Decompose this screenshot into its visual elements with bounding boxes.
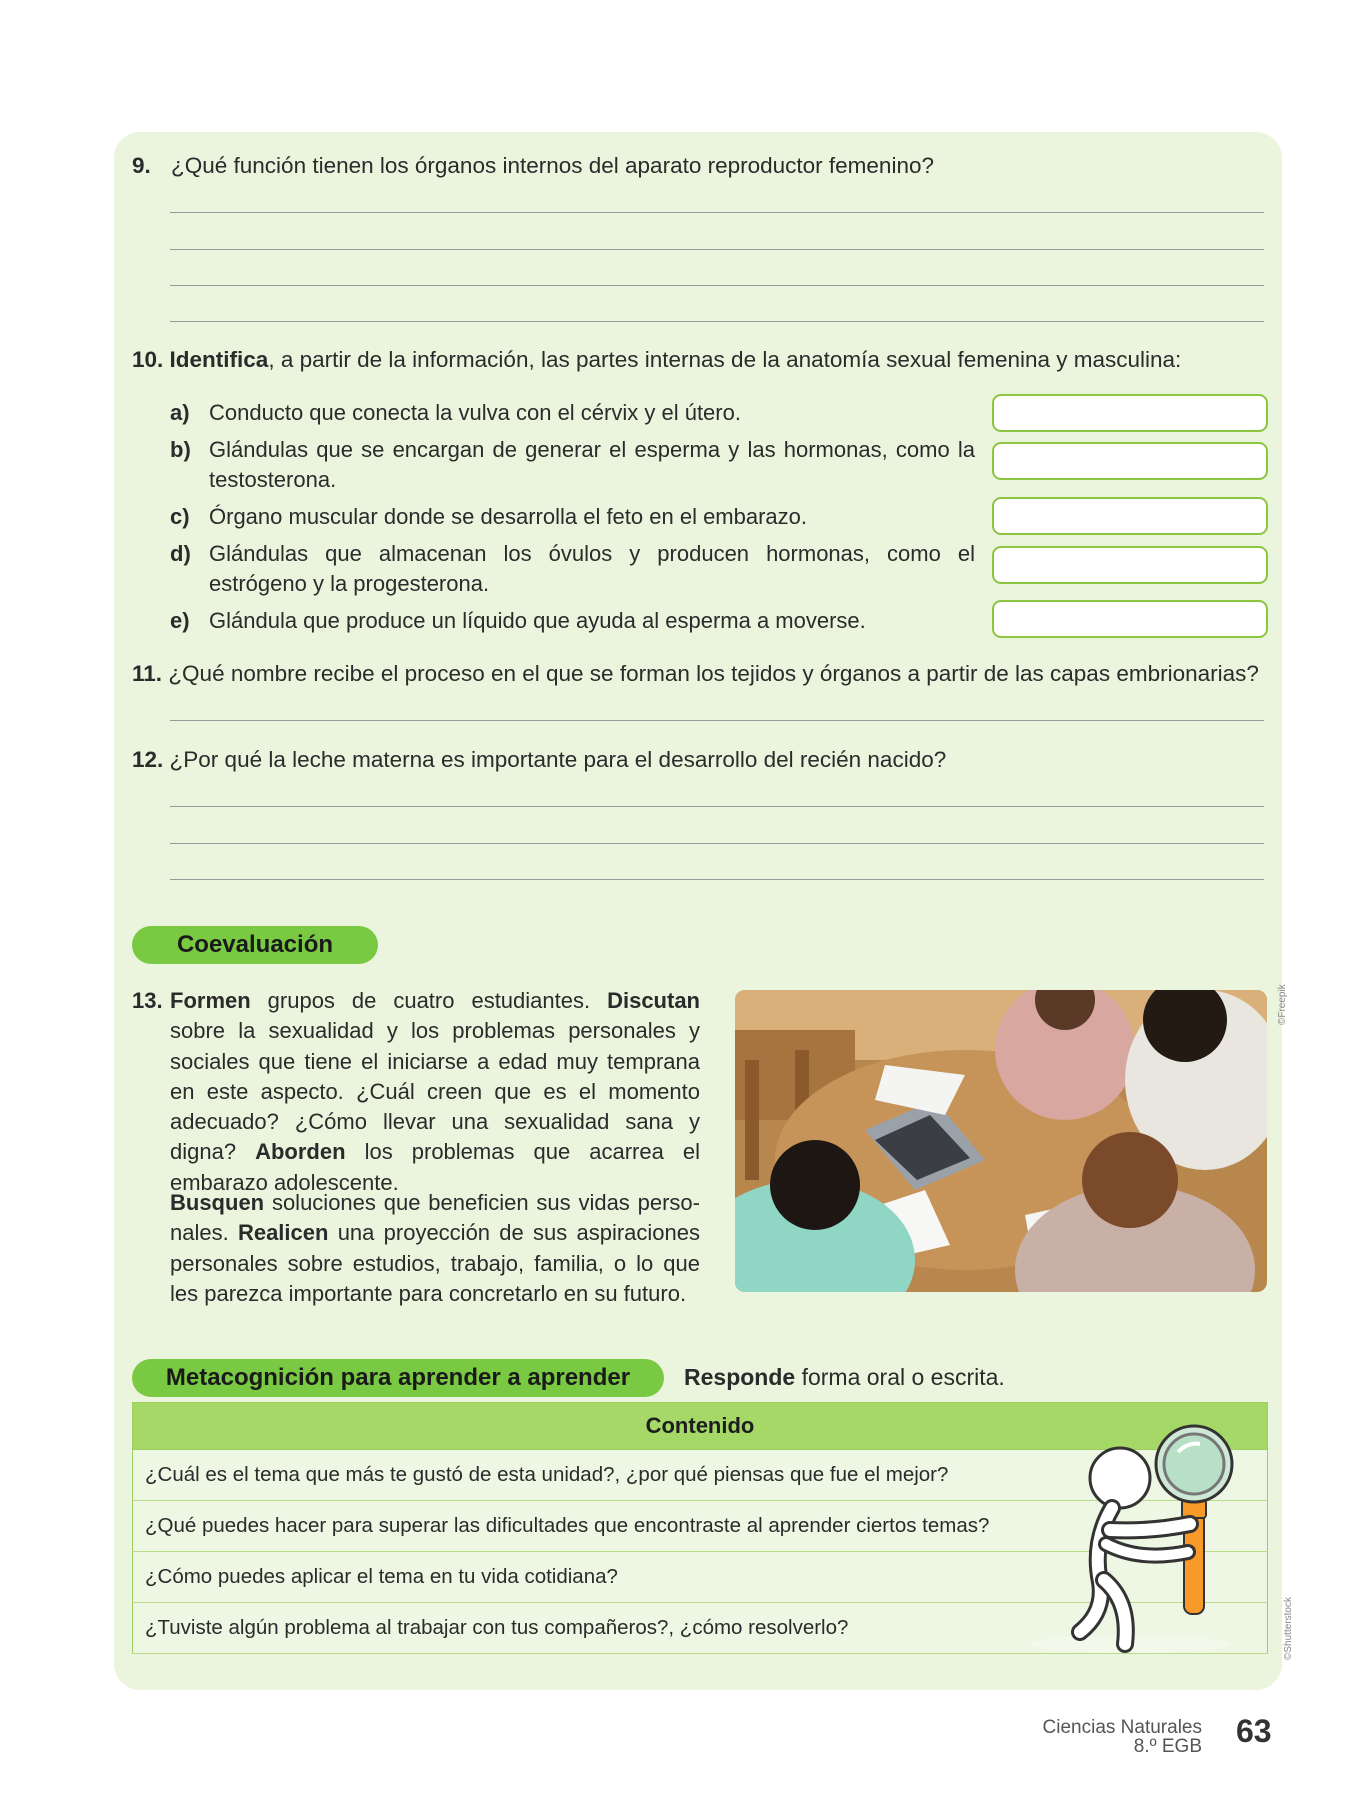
answer-box-b[interactable] [992, 442, 1268, 480]
answer-box-e[interactable] [992, 600, 1268, 638]
item-letter: d) [170, 541, 191, 566]
item-letter: b) [170, 437, 191, 462]
verb: Aborden [255, 1139, 346, 1165]
table-row[interactable]: ¿Cuál es el tema que más te gustó de esta unidad?, ¿por qué piensas que fue el mejor? [133, 1450, 1268, 1501]
question-text: ¿Qué nombre recibe el proceso en el que se forman los tejidos y órganos a partir de las capas embrionarias? [168, 661, 1259, 686]
text: una proyección de sus aspiraciones personales sobre estudios, trabajo, familia, o lo que les parezca importante para concretarlo en su futuro. [170, 1220, 700, 1306]
item-d [170, 539, 975, 599]
metacognition-instruction [684, 1361, 1005, 1393]
question-number: 13. [132, 988, 163, 1013]
question-text: ¿Por qué la leche materna es importante para el desarrollo del recién nacido? [169, 747, 947, 772]
question-9 [132, 151, 1262, 181]
question-13-paragraph-2 [170, 1188, 700, 1309]
verb: Busquen [170, 1190, 265, 1215]
table-row[interactable]: ¿Cómo puedes aplicar el tema en tu vida cotidiana? [133, 1552, 1268, 1603]
text: los problemas que acarrea el embarazo adolescente. [170, 1139, 700, 1195]
text: grupos de cuatro estudiantes. [250, 988, 608, 1013]
answer-box-d[interactable] [992, 546, 1268, 584]
photo-credit: ©Freepik [1277, 984, 1288, 1025]
answer-line[interactable] [170, 249, 1264, 250]
footer-subject: Ciencias Naturales [1042, 1717, 1202, 1738]
question-number: 9. [132, 153, 151, 178]
table-row[interactable]: ¿Tuviste algún problema al trabajar con tus compañeros?, ¿cómo resolverlo? [133, 1603, 1268, 1654]
item-text: Glándulas que se encargan de generar el esperma y las hormonas, como la testosterona. [209, 437, 975, 492]
answer-box-c[interactable] [992, 497, 1268, 535]
answer-line[interactable] [170, 843, 1264, 844]
question-number: 10. [132, 347, 164, 372]
verb: Formen [170, 988, 251, 1013]
group-study-photo [735, 990, 1267, 1292]
verb: Discutan [607, 988, 700, 1013]
item-e [170, 606, 975, 636]
table-row[interactable]: ¿Qué puedes hacer para superar las dificultades que encontraste al aprender ciertos temas? [133, 1501, 1268, 1552]
question-verb: Identifica [169, 347, 269, 372]
answer-line[interactable] [170, 806, 1264, 807]
item-text: Conducto que conecta la vulva con el cérvix y el útero. [209, 400, 741, 425]
question-number: 12. [132, 747, 164, 772]
answer-line[interactable] [170, 879, 1264, 880]
answer-line[interactable] [170, 285, 1264, 286]
item-c [170, 502, 975, 532]
question-13-paragraph-1 [170, 986, 700, 1198]
item-b [170, 435, 975, 495]
question-text: , a partir de la información, las partes internas de la anatomía sexual femenina y masculina: [268, 347, 1182, 372]
question-text: ¿Qué función tienen los órganos internos del aparato reproductor femenino? [171, 153, 934, 178]
item-text: Órgano muscular donde se desarrolla el feto en el embarazo. [209, 504, 808, 529]
verb: Realicen [237, 1220, 329, 1246]
answer-line[interactable] [170, 720, 1264, 721]
instruction-verb: Responde [684, 1364, 796, 1390]
instruction-text: forma oral o escrita. [795, 1364, 1005, 1390]
footer-grade: 8.º EGB [1133, 1736, 1202, 1757]
coevaluation-label: Coevaluación [132, 926, 378, 964]
answer-box-a[interactable] [992, 394, 1268, 432]
question-number: 11. [132, 661, 163, 686]
text: sobre la sexualidad y los problemas personales y sociales que tiene el iniciarse a edad muy temprana en este aspecto. ¿Cuál creen que es el momento adecuado? ¿Cómo llevar una sexualidad sana y digna? [170, 1018, 700, 1165]
answer-line[interactable] [170, 212, 1264, 213]
footer-book [1043, 1718, 1202, 1756]
magnifying-glass-figure-icon [1020, 1412, 1280, 1657]
question-10 [132, 345, 1272, 375]
item-letter: c) [170, 504, 190, 529]
answer-line[interactable] [170, 321, 1264, 322]
metacognition-label: Metacognición para aprender a aprender [132, 1359, 664, 1397]
question-12 [132, 745, 1272, 775]
table-header: Contenido [133, 1403, 1268, 1450]
question-11 [132, 659, 1272, 689]
item-letter: a) [170, 400, 190, 425]
item-letter: e) [170, 608, 190, 633]
item-a [170, 398, 975, 428]
illustration-credit: ©Shutterstock [1283, 1597, 1294, 1660]
item-text: Glándula que produce un líquido que ayuda al esperma a moverse. [209, 608, 866, 633]
page-number: 63 [1236, 1713, 1272, 1749]
text: soluciones que beneficien sus vidas personales. [170, 1190, 700, 1246]
item-text: Glándulas que almacenan los óvulos y producen hormonas, como el estrógeno y la progesterona. [209, 541, 975, 596]
